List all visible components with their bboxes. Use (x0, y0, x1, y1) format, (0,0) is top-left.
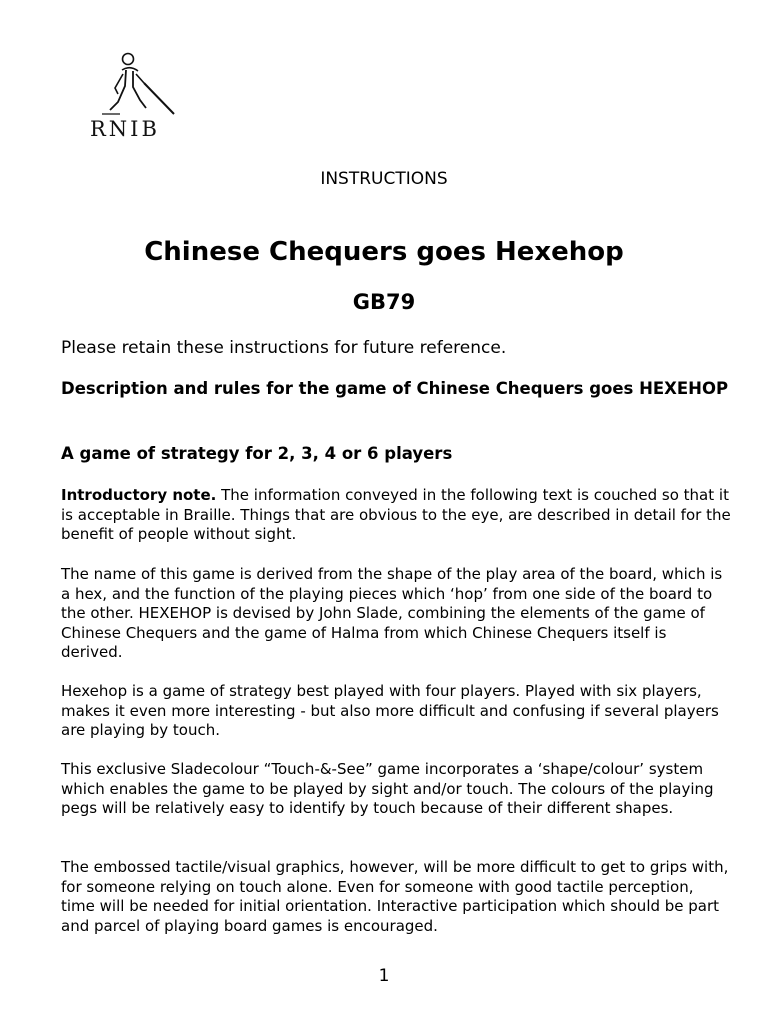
introductory-note-label: Introductory note. (61, 486, 217, 504)
retain-note: Please retain these instructions for future reference. (61, 338, 507, 358)
introductory-note-text: The information conveyed in the following text is couched so that it is acceptable in Braille. Things that are obvious to the eye, are described in detail for the benefit of people without sight. (61, 486, 731, 544)
strategy-heading: A game of strategy for 2, 3, 4 or 6 players (61, 444, 453, 463)
person-with-cane-icon (100, 50, 180, 116)
introductory-note-paragraph (61, 486, 731, 545)
rnib-logo (58, 50, 220, 140)
page-number: 1 (378, 966, 390, 986)
product-code: GB79 (352, 290, 416, 314)
game-name-paragraph: The name of this game is derived from the shape of the play area of the board, which is a hex, and the function of the playing pieces which ‘hop’ from one side of the board to the other. HEXEHOP is devised by John Slade, combining the elements of the game of Chinese Chequers and the game of Halma from which Chinese Chequers itself is derived. (61, 565, 723, 662)
logo-text: RNIB (90, 117, 160, 141)
touch-and-see-paragraph: This exclusive Sladecolour “Touch-&-See” game incorporates a ‘shape/colour’ system which enables the game to be played by sight and/or touch. The colours of the playing pegs will be relatively easy to identify by touch because of their different shapes. (61, 760, 714, 818)
description-heading: Description and rules for the game of Chinese Chequers goes HEXEHOP (61, 379, 729, 398)
players-paragraph: Hexehop is a game of strategy best played with four players. Played with six players, makes it even more interesting - but also more difficult and confusing if several players are playing by touch. (61, 682, 719, 740)
tactile-graphics-paragraph: The embossed tactile/visual graphics, however, will be more difficult to get to grips with, for someone relying on touch alone. Even for someone with good tactile perception, time will be needed for initial orientation. Interactive participation which should be part and parcel of playing board games is encouraged. (61, 858, 729, 935)
instructions-label: INSTRUCTIONS (320, 169, 448, 189)
page-title: Chinese Chequers goes Hexehop (144, 237, 624, 267)
